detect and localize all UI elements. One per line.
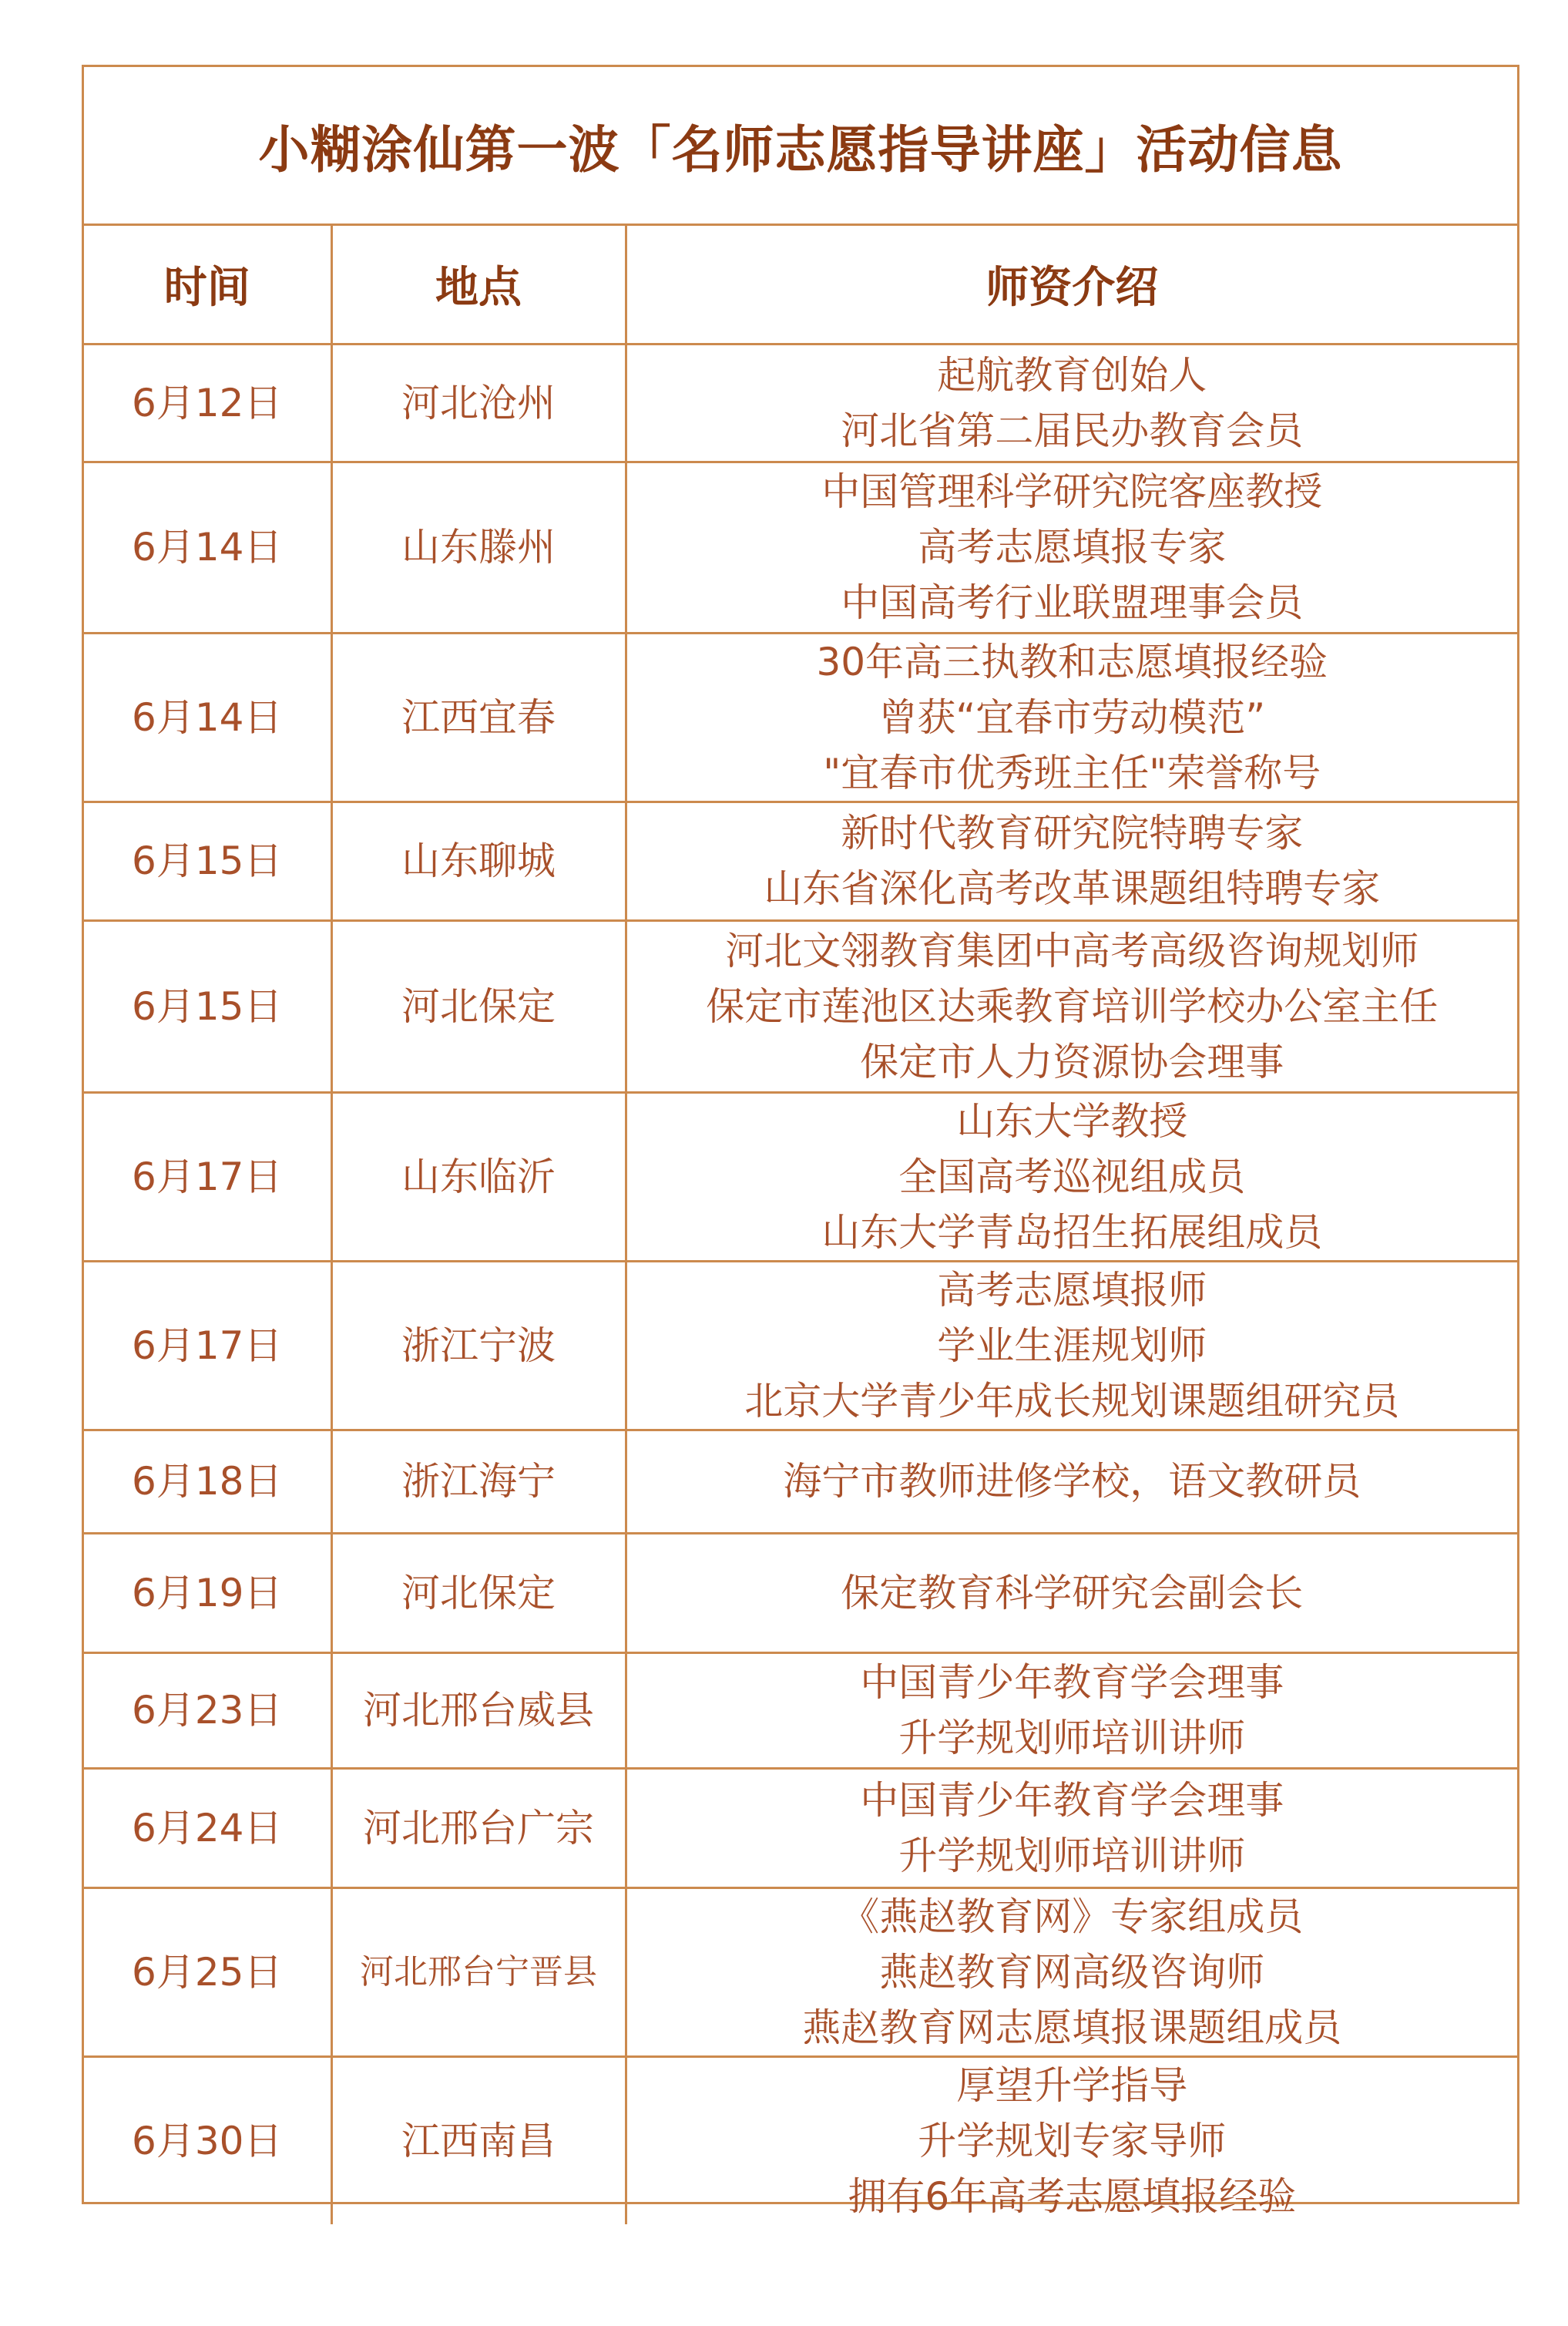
table-row xyxy=(84,1430,1517,1533)
bio-line: 燕赵教育网志愿填报课题组成员 xyxy=(802,2005,1342,2050)
cell-bio xyxy=(626,802,1517,920)
bio-line: 北京大学青少年成长规划课题组研究员 xyxy=(744,1378,1400,1423)
cell-bio xyxy=(626,1652,1517,1768)
bio-line: "宜春市优秀班主任"荣誉称号 xyxy=(823,750,1321,795)
header-row xyxy=(84,226,1517,344)
bio-line: 山东大学教授 xyxy=(956,1098,1188,1144)
header-bio: 师资介绍 xyxy=(626,226,1517,344)
header-time: 时间 xyxy=(84,226,331,344)
bio-line: 山东大学青岛招生拓展组成员 xyxy=(821,1209,1323,1255)
cell-time: 6月12日 xyxy=(84,344,331,462)
cell-bio xyxy=(626,344,1517,462)
table-row xyxy=(84,1092,1517,1261)
bio-line: 升学规划师培训讲师 xyxy=(898,1716,1246,1760)
bio-line: 《燕赵教育网》专家组成员 xyxy=(841,1894,1304,1939)
table-row xyxy=(84,1768,1517,1887)
bio-line: 高考志愿填报专家 xyxy=(918,525,1227,570)
schedule-frame xyxy=(82,65,1519,2219)
bio-line: 曾获“宜春市劳动模范” xyxy=(878,694,1266,740)
cell-time: 6月14日 xyxy=(84,462,331,633)
bio-line: 中国管理科学研究院客座教授 xyxy=(821,469,1323,514)
cell-time: 6月17日 xyxy=(84,1092,331,1261)
table-row xyxy=(84,2056,1517,2224)
bio-line: 30年高三执教和志愿填报经验 xyxy=(816,639,1328,684)
cell-place: 河北邢台威县 xyxy=(331,1652,626,1768)
table-row xyxy=(84,1887,1517,2056)
cell-time: 6月14日 xyxy=(84,633,331,802)
cell-time: 6月17日 xyxy=(84,1261,331,1430)
bio-line: 高考志愿填报师 xyxy=(937,1267,1207,1313)
cell-bio xyxy=(626,462,1517,633)
header-place: 地点 xyxy=(331,226,626,344)
cell-time: 6月15日 xyxy=(84,920,331,1092)
cell-bio xyxy=(626,633,1517,802)
table-row xyxy=(84,1533,1517,1652)
table-row xyxy=(84,633,1517,802)
bio-line: 保定市人力资源协会理事 xyxy=(860,1039,1284,1084)
bio-line: 河北省第二届民办教育会员 xyxy=(841,408,1304,453)
bio-line: 升学规划师培训讲师 xyxy=(898,1833,1246,1878)
schedule-table xyxy=(84,226,1517,2224)
cell-bio xyxy=(626,1533,1517,1652)
table-row xyxy=(84,344,1517,462)
cell-bio xyxy=(626,2056,1517,2224)
cell-time: 6月23日 xyxy=(84,1652,331,1768)
cell-place: 山东临沂 xyxy=(331,1092,626,1261)
bio-line: 保定市莲池区达乘教育培训学校办公室主任 xyxy=(706,983,1439,1029)
cell-place: 山东滕州 xyxy=(331,462,626,633)
table-row xyxy=(84,920,1517,1092)
bio-line: 新时代教育研究院特聘专家 xyxy=(841,811,1304,855)
cell-time: 6月18日 xyxy=(84,1430,331,1533)
cell-place: 江西南昌 xyxy=(331,2056,626,2224)
cell-bio xyxy=(626,1092,1517,1261)
cell-bio xyxy=(626,1430,1517,1533)
cell-time: 6月15日 xyxy=(84,802,331,920)
bio-line: 厚望升学指导 xyxy=(956,2062,1188,2108)
bio-line: 中国青少年教育学会理事 xyxy=(860,1777,1284,1823)
cell-time: 6月30日 xyxy=(84,2056,331,2224)
bio-line: 海宁市教师进修学校，语文教研员 xyxy=(783,1459,1362,1504)
cell-place: 江西宜春 xyxy=(331,633,626,802)
bio-line: 起航教育创始人 xyxy=(937,352,1207,398)
bio-line: 中国高考行业联盟理事会员 xyxy=(841,580,1304,625)
cell-time: 6月25日 xyxy=(84,1887,331,2056)
cell-bio xyxy=(626,920,1517,1092)
cell-place: 河北邢台广宗 xyxy=(331,1768,626,1887)
cell-time: 6月19日 xyxy=(84,1533,331,1652)
cell-place: 河北沧州 xyxy=(331,344,626,462)
bio-line: 燕赵教育网高级咨询师 xyxy=(879,1949,1265,1995)
cell-place: 河北邢台宁晋县 xyxy=(331,1887,626,2056)
bio-line: 中国青少年教育学会理事 xyxy=(860,1660,1284,1705)
cell-place: 浙江海宁 xyxy=(331,1430,626,1533)
page-title: 小糊涂仙第一波「名师志愿指导讲座」活动信息 xyxy=(84,67,1517,226)
bio-line: 河北文翎教育集团中高考高级咨询规划师 xyxy=(725,928,1419,973)
bio-line: 全国高考巡视组成员 xyxy=(898,1154,1246,1199)
bio-line: 拥有6年高考志愿填报经验 xyxy=(848,2173,1297,2219)
bio-line: 学业生涯规划师 xyxy=(937,1323,1207,1368)
cell-time: 6月24日 xyxy=(84,1768,331,1887)
cell-bio xyxy=(626,1887,1517,2056)
cell-place: 浙江宁波 xyxy=(331,1261,626,1430)
table-row xyxy=(84,1261,1517,1430)
table-row xyxy=(84,802,1517,920)
bio-line: 保定教育科学研究会副会长 xyxy=(841,1570,1304,1615)
table-row xyxy=(84,462,1517,633)
cell-bio xyxy=(626,1768,1517,1887)
cell-place: 山东聊城 xyxy=(331,802,626,920)
cell-place: 河北保定 xyxy=(331,920,626,1092)
bio-line: 升学规划专家导师 xyxy=(918,2118,1227,2163)
cell-bio xyxy=(626,1261,1517,1430)
cell-place: 河北保定 xyxy=(331,1533,626,1652)
bio-line: 山东省深化高考改革课题组特聘专家 xyxy=(764,866,1381,911)
table-row xyxy=(84,1652,1517,1768)
